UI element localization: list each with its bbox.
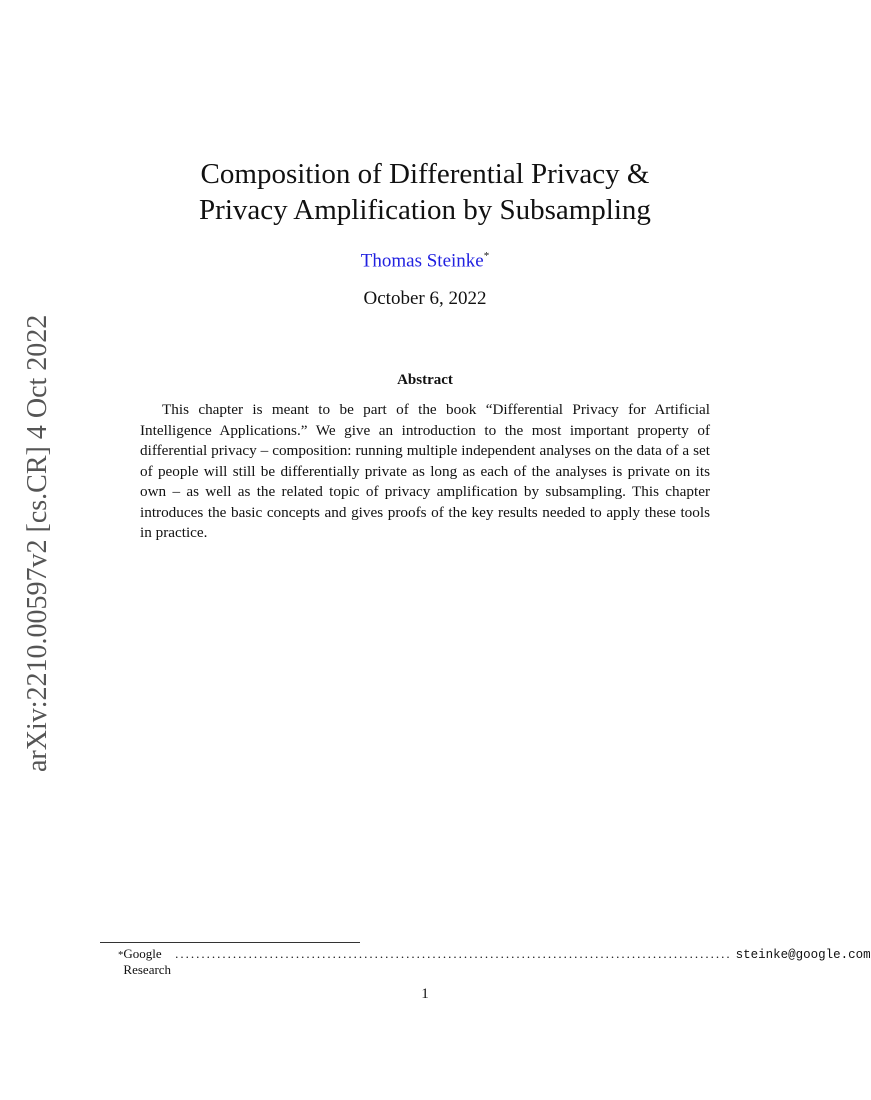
page-number: 1 (421, 986, 429, 1002)
footnote-rule (100, 942, 360, 943)
paper-title (0, 156, 850, 228)
footnote (118, 946, 871, 978)
footnote-affiliation: Google Research (123, 946, 172, 977)
arxiv-identifier: arXiv:2210.00597v2 [cs.CR] 4 Oct 2022 (22, 314, 53, 772)
abstract-text: This chapter is meant to be part of the book “Differential Privacy for Artificial Intelligence Applications.” We give an introduction to the most important property of differential privacy – composition: running multiple independent analyses on the data of a set of people will still be differentially private as long as each of the analyses is private on its own – as well as the related topic of privacy amplification by subsampling. This chapter introduces the basic concepts and gives proofs of the key results needed to apply these tools in practice. (140, 401, 710, 541)
author[interactable] (0, 250, 850, 272)
title-line-2: Privacy Amplification by Subsampling (199, 194, 651, 226)
footnote-leader: .......................................................................................................... (175, 946, 732, 961)
author-footnote-mark: * (483, 250, 490, 262)
abstract-heading: Abstract (397, 372, 453, 388)
author-name[interactable]: Thomas Steinke (360, 250, 484, 272)
footnote-mark: * (118, 949, 124, 961)
title-line-1: Composition of Differential Privacy & (200, 158, 650, 190)
footnote-email[interactable]: steinke@google.com (735, 948, 871, 962)
date: October 6, 2022 (363, 288, 487, 309)
